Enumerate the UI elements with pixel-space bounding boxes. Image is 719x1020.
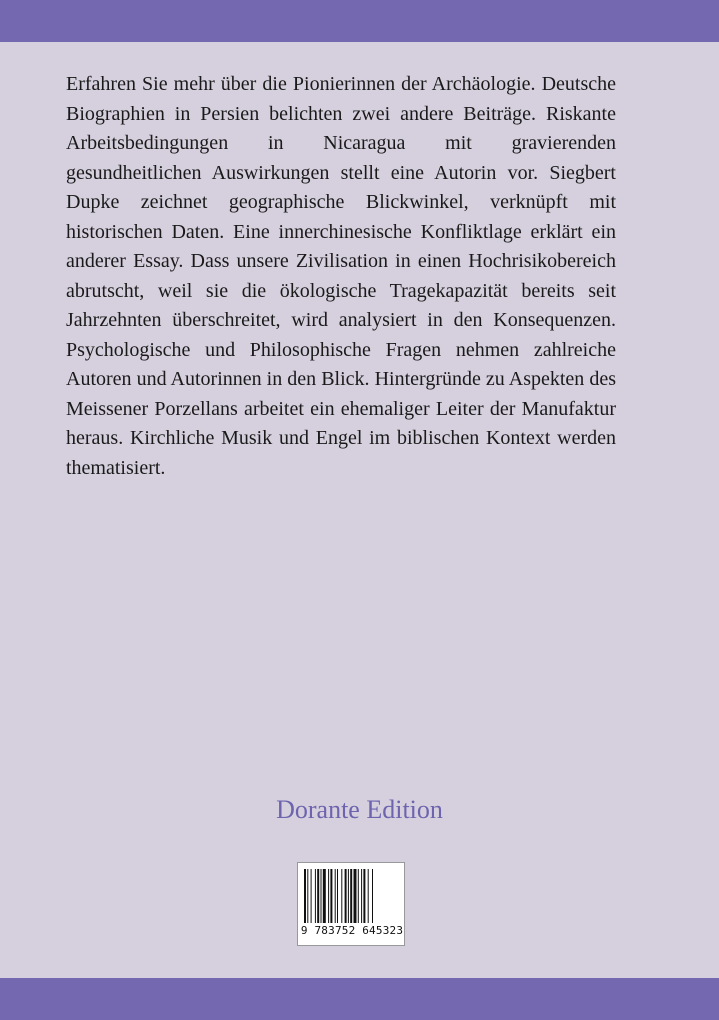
barcode-bar (311, 869, 312, 923)
barcode-bar (363, 869, 365, 923)
publisher-name: Dorante Edition (276, 795, 443, 824)
barcode-bar (307, 869, 308, 923)
barcode-bar (345, 869, 347, 923)
barcode-bar (328, 869, 329, 923)
barcode-bar (350, 869, 352, 923)
barcode-bar (323, 869, 326, 923)
barcode-bar (372, 869, 373, 923)
barcode-bar (330, 869, 332, 923)
barcode-bar (335, 869, 336, 923)
barcode-bar (361, 869, 362, 923)
barcode-bar (348, 869, 349, 923)
isbn-number: 9 783752 645323 (300, 924, 404, 937)
barcode-bar (368, 869, 369, 923)
top-band (0, 0, 719, 42)
barcode-bar (321, 869, 322, 923)
barcode-bar (341, 869, 342, 923)
bottom-band (0, 978, 719, 1020)
barcode-bar (337, 869, 338, 923)
barcode-bar (304, 869, 306, 923)
barcode-bars (304, 869, 400, 923)
blurb-text: Erfahren Sie mehr über die Pionierinnen der Archäologie. Deutsche Biographien in Persien belichten zwei andere Beiträge. Riskante Arbeitsbedingungen in Nicaragua mit gravierenden gesundheitlichen Auswirkungen stellt eine Autorin vor. Siegbert Dupke zeichnet geographische Blickwinkel, verknüpft mit historischen Daten. Eine innerchinesische Konfliktlage erklärt ein anderer Essay. Dass unsere Zivilisation in einen Hochrisikobereich abrutscht, weil sie die ökologische Tragekapazität bereits seit Jahrzehnten überschreitet, wird analysiert in den Konsequenzen. Psychologische und Philosophische Fragen nehmen zahlreiche Autoren und Autorinnen in den Blick. Hintergründe zu Aspekten des Meissener Porzellans arbeitet ein ehemaliger Leiter der Manufaktur heraus. Kirchliche Musik und Engel im biblischen Kontext werden thematisiert. (66, 73, 616, 479)
barcode-bar (354, 869, 357, 923)
barcode-bar (315, 869, 316, 923)
isbn-barcode (297, 862, 405, 946)
barcode-bar (317, 869, 319, 923)
barcode-bar (358, 869, 359, 923)
